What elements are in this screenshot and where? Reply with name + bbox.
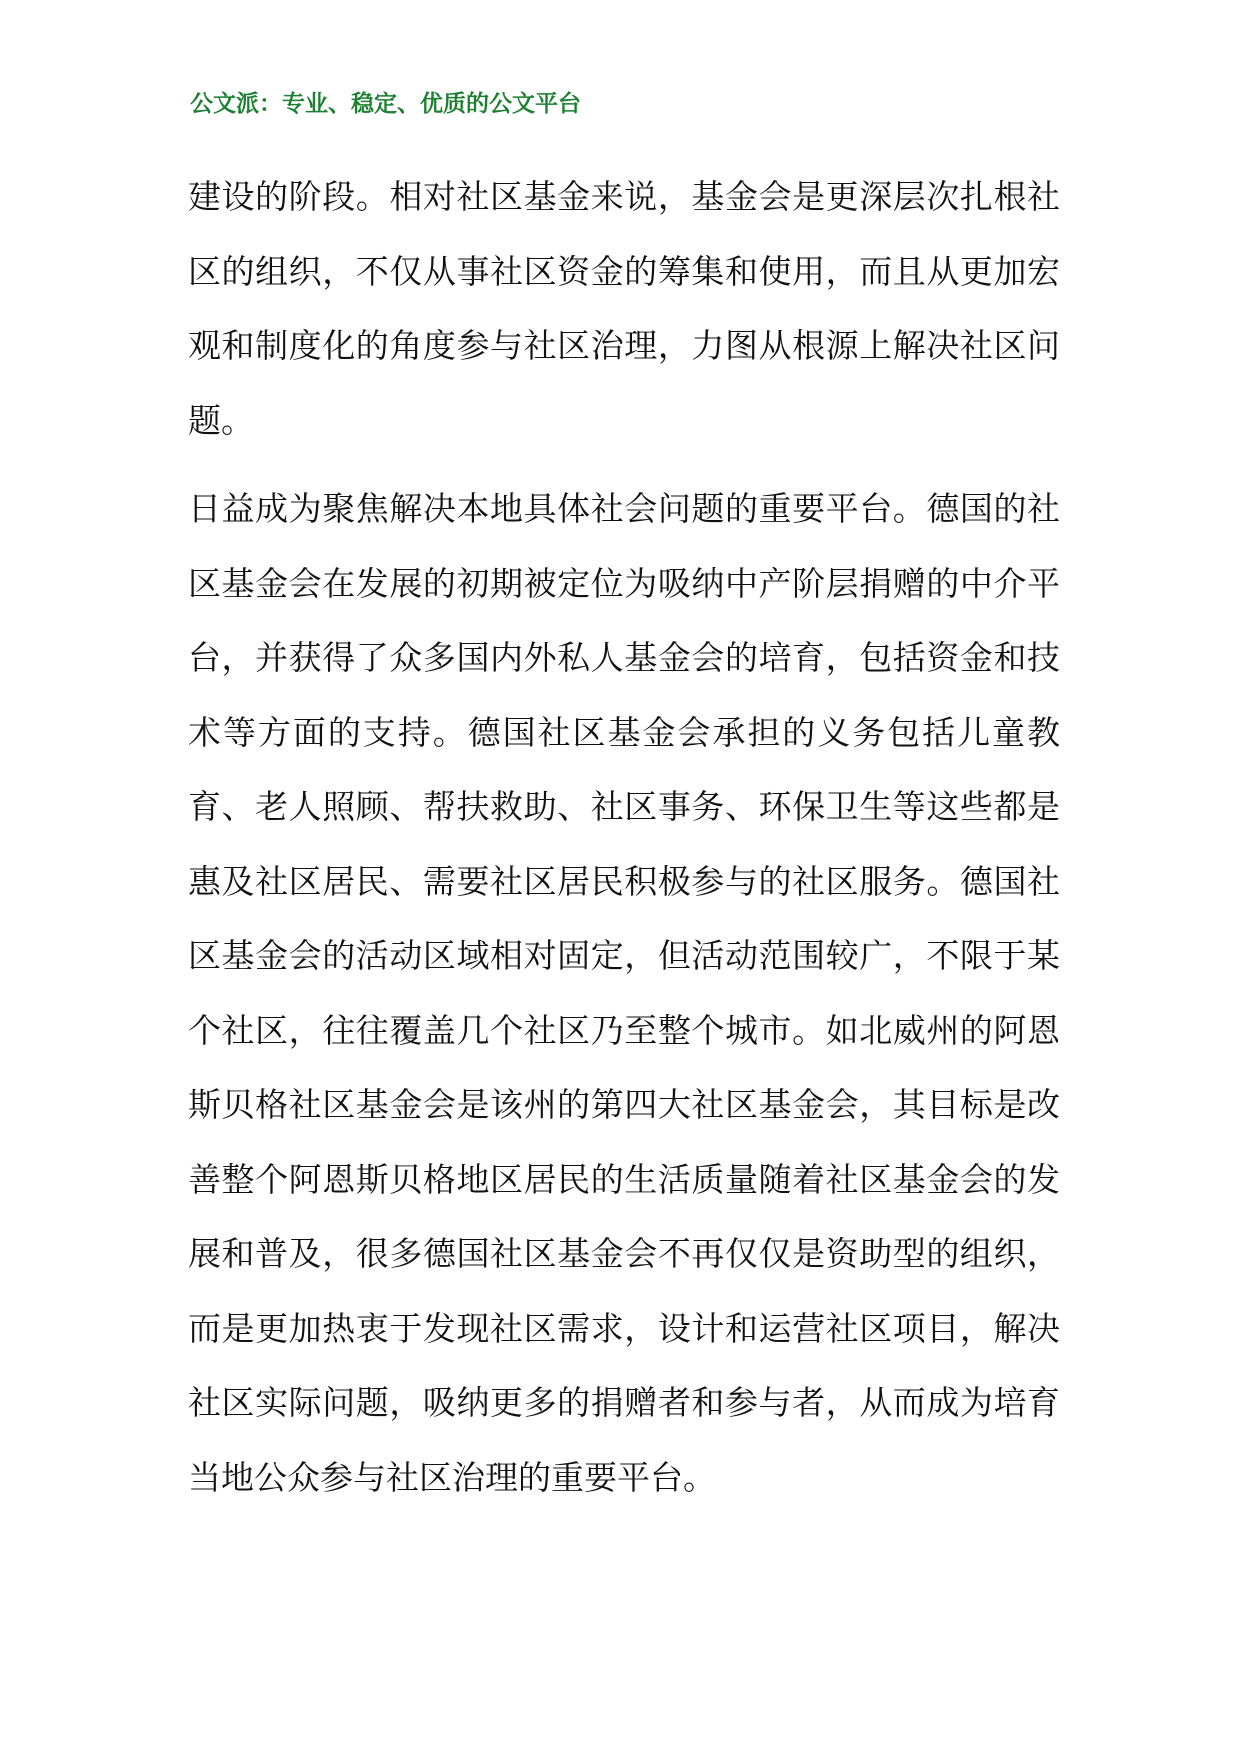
document-body	[188, 160, 1060, 1515]
paragraph-2: 日益成为聚焦解决本地具体社会问题的重要平台。德国的社区基金会在发展的初期被定位为吸纳中产阶层捐赠的中介平台，并获得了众多国内外私人基金会的培育，包括资金和技术等方面的支持。德国社区基金会承担的义务包括儿童教育、老人照顾、帮扶救助、社区事务、环保卫生等这些都是惠及社区居民、需要社区居民积极参与的社区服务。德国社区基金会的活动区域相对固定，但活动范围较广，不限于某个社区，往往覆盖几个社区乃至整个城市。如北威州的阿恩斯贝格社区基金会是该州的第四大社区基金会，其目标是改善整个阿恩斯贝格地区居民的生活质量随着社区基金会的发展和普及，很多德国社区基金会不再仅仅是资助型的组织，而是更加热衷于发现社区需求，设计和运营社区项目，解决社区实际问题，吸纳更多的捐赠者和参与者，从而成为培育当地公众参与社区治理的重要平台。	[188, 489, 1060, 1497]
paragraph-1: 建设的阶段。相对社区基金来说，基金会是更深层次扎根社区的组织，不仅从事社区资金的筹集和使用，而且从更加宏观和制度化的角度参与社区治理，力图从根源上解决社区问题。	[188, 177, 1060, 440]
page-header: 公文派：专业、稳定、优质的公文平台	[190, 91, 581, 117]
